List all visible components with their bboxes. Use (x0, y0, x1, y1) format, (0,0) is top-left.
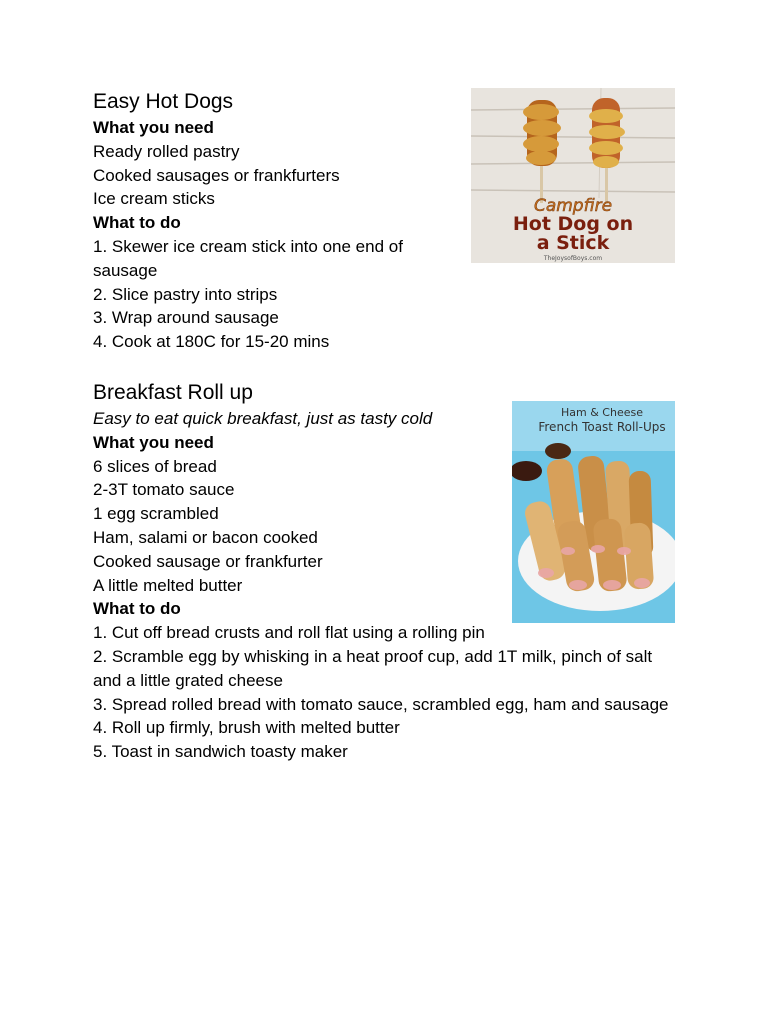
method-step: 3. Spread rolled bread with tomato sauce, scrambled egg, ham and sausage (93, 694, 669, 714)
method-step: 2. Slice pastry into strips (93, 284, 278, 304)
hot-dog-on-stick-photo (471, 88, 675, 263)
ingredient-item: 6 slices of bread (93, 456, 217, 476)
method-step: 3. Wrap around sausage (93, 308, 279, 328)
recipe-title: Easy Hot Dogs (93, 90, 234, 113)
method-step: 2. Scramble egg by whisking in a heat proof cup, add 1T milk, pinch of salt and a little grated cheese (93, 646, 653, 690)
image-caption-line1: Ham & Cheese (561, 406, 643, 419)
ingredient-item: Ready rolled pastry (93, 141, 240, 161)
ingredient-item: Cooked sausage or frankfurter (93, 551, 323, 571)
french-toast-roll-ups-photo (512, 401, 675, 623)
ingredient-item: 2-3T tomato sauce (93, 480, 235, 500)
image-caption-line2: Hot Dog on (512, 213, 634, 235)
method-step: 4. Cook at 180C for 15-20 mins (93, 332, 330, 352)
ingredients-heading: What you need (93, 432, 214, 452)
method-step: 1. Skewer ice cream stick into one end of sausage (93, 236, 403, 280)
recipe-tagline: Easy to eat quick breakfast, just as tasty cold (93, 409, 433, 428)
method-step: 5. Toast in sandwich toasty maker (93, 742, 348, 762)
ingredient-item: Ice cream sticks (93, 189, 215, 209)
ingredient-item: A little melted butter (93, 575, 243, 595)
method-step: 1. Cut off bread crusts and roll flat using a rolling pin (93, 623, 485, 643)
image-credit: TheJoysofBoys.com (543, 255, 603, 262)
method-heading: What to do (93, 213, 181, 233)
ingredient-item: Ham, salami or bacon cooked (93, 527, 318, 547)
ingredients-heading: What you need (93, 118, 214, 137)
image-caption-line2: French Toast Roll-Ups (538, 420, 666, 434)
image-caption-line3: a Stick (536, 232, 610, 254)
ingredient-item: Cooked sausages or frankfurters (93, 165, 340, 185)
recipe-title: Breakfast Roll up (93, 381, 253, 404)
ingredient-item: 1 egg scrambled (93, 504, 219, 524)
method-step: 4. Roll up firmly, brush with melted butter (93, 718, 400, 738)
image-caption-line1: Campfire (533, 196, 613, 216)
method-heading: What to do (93, 599, 181, 619)
